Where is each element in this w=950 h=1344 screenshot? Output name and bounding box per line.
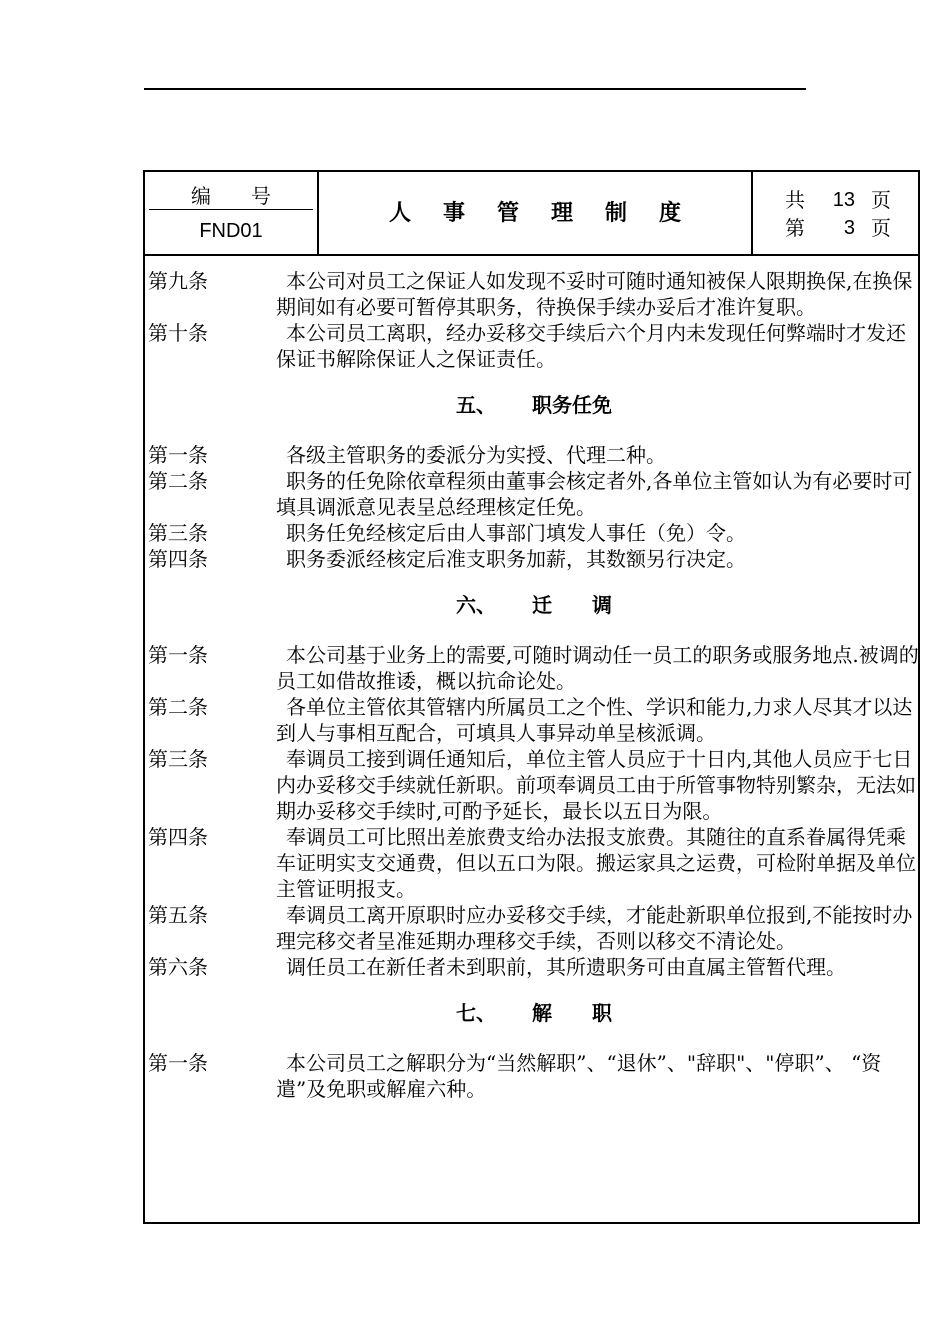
article-text: 本公司对员工之保证人如发现不妥时可随时通知被保人限期换保,在换保期间如有必要可暂停其职务，待换保手续办妥后才准许复职。 xyxy=(276,269,913,319)
article xyxy=(148,694,920,746)
total-label: 共 xyxy=(785,188,805,212)
article-label: 第一条 xyxy=(148,643,208,667)
top-rule xyxy=(144,88,806,90)
section-number: 六、 xyxy=(456,593,496,617)
article-label: 第二条 xyxy=(148,469,208,493)
article xyxy=(148,320,920,372)
section-number: 七、 xyxy=(456,1001,496,1025)
document-body xyxy=(148,268,920,1102)
section-title xyxy=(148,1000,920,1026)
page-info-cell xyxy=(751,172,920,254)
article-text: 奉调员工接到调任通知后，单位主管人员应于十日内,其他人员应于七日内办妥移交手续就任新职。前项奉调员工由于所管事物特别繁杂，无法如期办妥移交手续时,可酌予延长，最长以五日为限。 xyxy=(276,747,916,823)
article-text: 职务任免经核定后由人事部门填发人事任（免）令。 xyxy=(286,521,746,545)
code-divider xyxy=(149,209,313,210)
article-text: 本公司员工之解职分为“当然解职”、“退休”、"辞职"、"停职”、 “资遣”及免职或解雇六种。 xyxy=(276,1051,882,1101)
article xyxy=(148,546,920,572)
document-title: 人事管理制度 xyxy=(388,200,713,226)
article xyxy=(148,902,920,954)
article-text: 各单位主管依其管辖内所属员工之个性、学识和能力,力求人尽其才以达到人与事相互配合，可填具人事异动单呈核派调。 xyxy=(276,695,913,745)
article-label: 第一条 xyxy=(148,1051,208,1075)
article-text: 各级主管职务的委派分为实授、代理二种。 xyxy=(286,443,666,467)
article xyxy=(148,268,920,320)
article-text: 本公司员工离职，经办妥移交手续后六个月内未发现任何弊端时才发还保证书解除保证人之保证责任。 xyxy=(276,321,906,371)
section-heading: 职务任免 xyxy=(532,393,612,417)
article xyxy=(148,468,920,520)
section-title xyxy=(148,592,920,618)
article-text: 奉调员工离开原职时应办妥移交手续，才能赴新职单位报到,不能按时办理完移交者呈准延期办理移交手续，否则以移交不清论处。 xyxy=(276,903,913,953)
sections xyxy=(148,392,920,1102)
page-unit: 页 xyxy=(871,216,891,240)
section-title xyxy=(148,392,920,418)
article-label: 第二条 xyxy=(148,695,208,719)
page-label: 第 xyxy=(785,216,805,240)
article-label: 第一条 xyxy=(148,443,208,467)
total-unit: 页 xyxy=(871,188,891,212)
article-text: 调任员工在新任者未到职前，其所遗职务可由直属主管暂代理。 xyxy=(286,955,846,979)
article xyxy=(148,746,920,824)
article-label: 第十条 xyxy=(148,321,208,345)
article-text: 职务委派经核定后准支职务加薪，其数额另行决定。 xyxy=(286,547,746,571)
code-label: 编号 xyxy=(191,184,311,208)
article xyxy=(148,1050,920,1102)
article-label: 第六条 xyxy=(148,955,208,979)
article xyxy=(148,824,920,902)
article-label: 第四条 xyxy=(148,547,208,571)
article-text: 奉调员工可比照出差旅费支给办法报支旅费。其随往的直系眷属得凭乘车证明实支交通费，但以五口为限。搬运家具之运费，可检附单据及单位主管证明报支。 xyxy=(276,825,916,901)
document-frame xyxy=(143,170,920,1224)
article xyxy=(148,642,920,694)
article xyxy=(148,520,920,546)
article xyxy=(148,442,920,468)
article-label: 第四条 xyxy=(148,825,208,849)
section-heading: 迁 调 xyxy=(532,593,612,617)
article-text: 职务的任免除依章程须由董事会核定者外,各单位主管如认为有必要时可填具调派意见表呈总经理核定任免。 xyxy=(276,469,913,519)
header-table xyxy=(145,172,918,256)
article xyxy=(148,954,920,980)
article-label: 第九条 xyxy=(148,269,208,293)
article-label: 第三条 xyxy=(148,747,208,771)
article-text: 本公司基于业务上的需要,可随时调动任一员工的职务或服务地点.被调的员工如借故推诿，概以抗命论处。 xyxy=(276,643,919,693)
page-number: 3 xyxy=(843,217,855,239)
code-value: FND01 xyxy=(199,220,263,242)
code-cell xyxy=(145,172,319,254)
article-label: 第五条 xyxy=(148,903,208,927)
intro-articles xyxy=(148,268,920,372)
section-heading: 解 职 xyxy=(532,1001,612,1025)
total-pages: 13 xyxy=(832,189,855,211)
article-label: 第三条 xyxy=(148,521,208,545)
section-number: 五、 xyxy=(456,393,496,417)
